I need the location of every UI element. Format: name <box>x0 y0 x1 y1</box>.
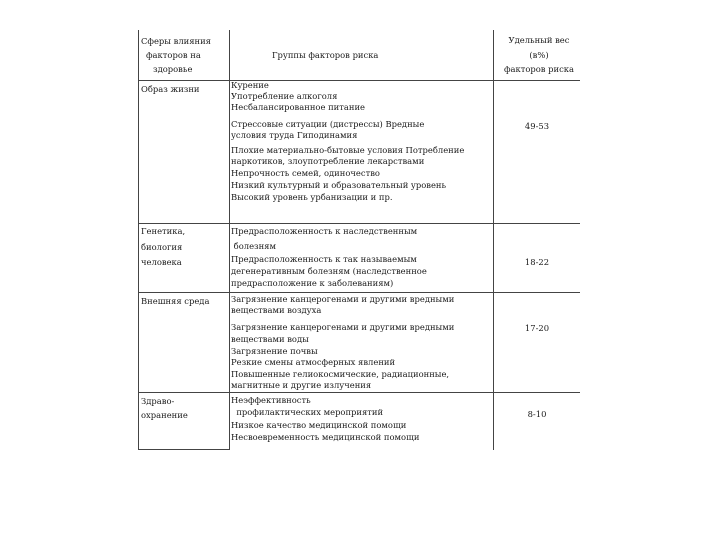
row1-factor-c2: наркотиков, злоупотребление лекарствами <box>231 156 425 166</box>
row1-factor-a3: Несбалансированное питание <box>231 102 365 112</box>
row1-factor-c1: Плохие материально-бытовые условия Потребление <box>231 145 465 155</box>
row2-sphere-line-3: человека <box>141 257 182 267</box>
row1-factor-c3: Непрочность семей, одиночество <box>231 168 380 178</box>
row1-factor-c5: Высокий уровень урбанизации и пр. <box>231 192 393 202</box>
row2-factor-2: болезням <box>231 241 276 251</box>
row3-factor-b3: Загрязнение почвы <box>231 346 318 356</box>
row3-factor-b1: Загрязнение канцерогенами и другими вредными <box>231 322 455 332</box>
row4-factor-4: Несвоевременность медицинской помощи <box>231 432 420 442</box>
table-left-border <box>138 30 139 450</box>
header-sphere-line-2: факторов на <box>146 50 201 60</box>
header-sphere-line-1: Сферы влияния <box>141 36 211 46</box>
row4-sphere-line-1: Здраво- <box>141 396 175 406</box>
row3-weight: 17-20 <box>524 323 550 333</box>
row-divider-2 <box>138 223 580 224</box>
header-groups: Группы факторов риска <box>272 50 379 60</box>
header-weight-line-3: факторов риска <box>503 64 575 74</box>
row1-sphere: Образ жизни <box>141 84 200 94</box>
row-divider-4 <box>138 392 580 393</box>
row2-factor-4: дегенеративным болезням (наследственное <box>231 266 427 276</box>
row3-factor-a1: Загрязнение канцерогенами и другими вредными <box>231 294 455 304</box>
header-sphere-line-3: здоровье <box>153 64 193 74</box>
row2-sphere-line-2: биология <box>141 242 183 252</box>
row3-sphere: Внешняя среда <box>141 296 210 306</box>
row2-factor-5: предрасположение к заболеваниям) <box>231 278 394 288</box>
row-divider-1 <box>138 80 580 81</box>
header-weight-line-2: (в%) <box>529 50 549 60</box>
row1-factor-a2: Употребление алкоголя <box>231 91 338 101</box>
row4-factor-3: Низкое качество медицинской помощи <box>231 420 407 430</box>
row3-factor-b2: веществами воды <box>231 334 309 344</box>
column-divider-1 <box>229 30 230 450</box>
row3-factor-b4: Резкие смены атмосферных явлений <box>231 357 396 367</box>
row-divider-3 <box>138 292 580 293</box>
row2-weight: 18-22 <box>524 257 550 267</box>
row2-sphere-line-1: Генетика, <box>141 226 186 236</box>
row2-factor-1: Предрасположенность к наследственным <box>231 226 418 236</box>
header-weight-line-1: Удельный вес <box>508 35 570 45</box>
row4-weight: 8-10 <box>527 409 547 419</box>
row1-factor-b2: условия труда Гиподинамия <box>231 130 358 140</box>
table-bottom-border <box>138 449 230 450</box>
row4-factor-2: профилактических мероприятий <box>231 407 384 417</box>
row4-factor-1: Неэффективность <box>231 395 311 405</box>
row2-factor-3: Предрасположенность к так называемым <box>231 254 417 264</box>
row1-factor-b1: Стрессовые ситуации (дистрессы) Вредные <box>231 119 425 129</box>
row1-weight: 49-53 <box>524 121 550 131</box>
row4-sphere-line-2: охранение <box>141 410 188 420</box>
row3-factor-b6: магнитные и другие излучения <box>231 380 372 390</box>
row1-factor-a1: Курение <box>231 80 269 90</box>
column-divider-2 <box>493 30 494 450</box>
row3-factor-b5: Повышенные гелиокосмические, радиационные, <box>231 369 450 379</box>
row3-factor-a2: веществами воздуха <box>231 305 322 315</box>
row1-factor-c4: Низкий культурный и образовательный уровень <box>231 180 447 190</box>
